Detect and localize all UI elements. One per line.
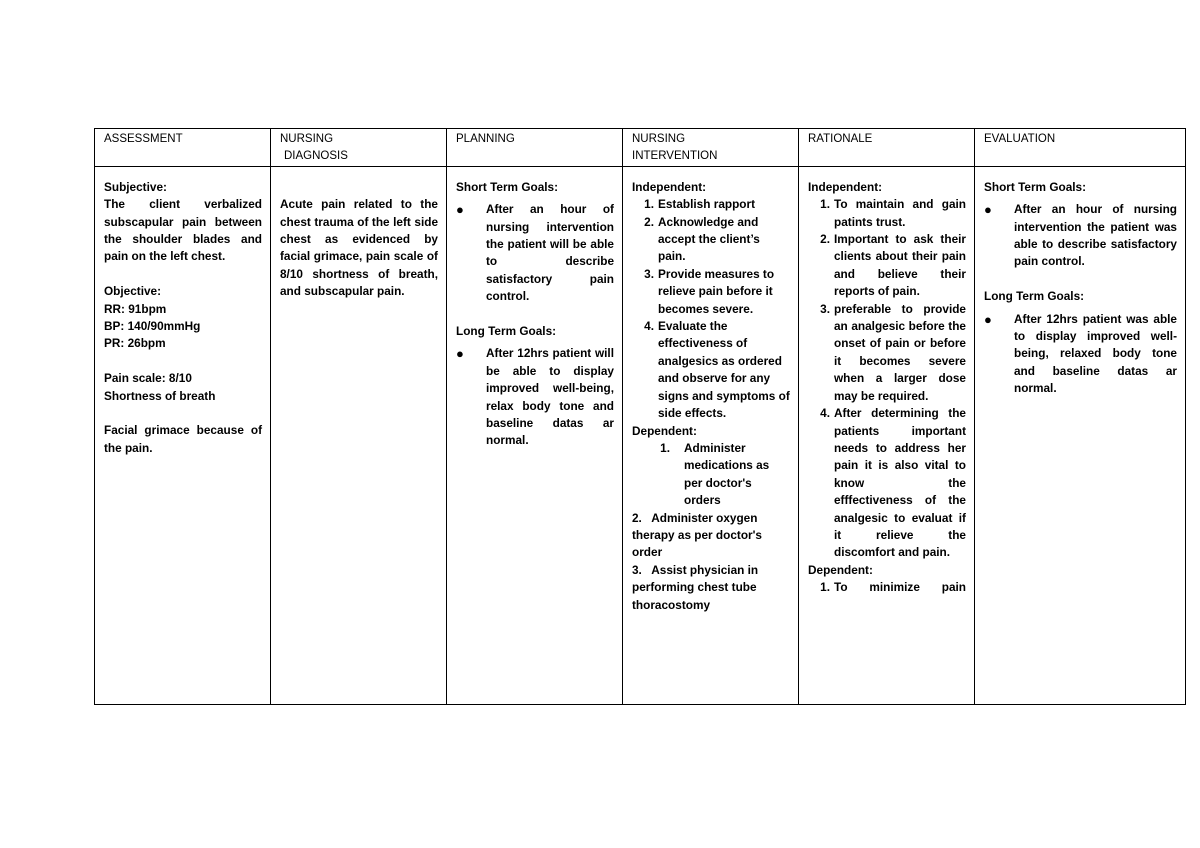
header-nursing-intervention xyxy=(623,129,799,167)
item-number: 4. xyxy=(644,319,654,334)
diagnosis-cell xyxy=(271,166,447,704)
bullet-icon: ● xyxy=(456,202,464,218)
evaluation-long-label: Long Term Goals: xyxy=(984,289,1085,304)
item-text: To minimize pain xyxy=(834,580,966,595)
header-diagnosis-line1: NURSING xyxy=(280,133,334,145)
evaluation-cell xyxy=(975,166,1186,704)
rationale-independent-list xyxy=(808,196,966,562)
bullet-icon: ● xyxy=(456,346,464,362)
intervention-dependent-list xyxy=(632,440,790,510)
assessment-cell xyxy=(95,166,271,704)
facial-grimace: Facial grimace because of the pain. xyxy=(104,423,262,455)
item-text: preferable to provide an analgesic before the onset of pain or before it becomes severe when a larger dose may be required. xyxy=(834,301,966,403)
evaluation-short-list xyxy=(984,201,1177,271)
item-number: 1. xyxy=(660,440,670,455)
item-text: To maintain and gain patints trust. xyxy=(834,197,966,229)
evaluation-short-text: After an hour of nursing intervention the patient was able to describe satisfactory pain control. xyxy=(1014,202,1177,269)
evaluation-long-text: After 12hrs patient was able to display improved well-being, relaxed body tone and baseline datas ar normal. xyxy=(1014,311,1177,396)
item-number: 2. xyxy=(644,214,654,229)
header-rationale: RATIONALE xyxy=(799,129,975,167)
intervention-dependent-label: Dependent: xyxy=(632,423,697,438)
item-number: 1. xyxy=(644,197,654,212)
vital-rr: RR: 91bpm xyxy=(104,301,167,316)
list-item xyxy=(808,196,966,231)
rationale-independent-label: Independent: xyxy=(808,179,883,194)
rationale-dependent-label: Dependent: xyxy=(808,562,873,577)
pain-scale: Pain scale: 8/10 xyxy=(104,371,192,386)
item-text: Establish rapport xyxy=(658,197,756,212)
intervention-cell xyxy=(623,166,799,704)
item-number: 3. xyxy=(644,266,654,281)
planning-long-label: Long Term Goals: xyxy=(456,324,557,339)
item-number: 4. xyxy=(820,406,830,421)
item-number: 1. xyxy=(820,197,830,212)
intervention-dependent-3: 3. Assist physician in performing chest tube thoracostomy xyxy=(632,562,762,612)
vital-pr: PR: 26bpm xyxy=(104,336,166,351)
nursing-care-plan-table xyxy=(94,128,1186,705)
item-number: 2. xyxy=(820,232,830,247)
header-row xyxy=(95,129,1186,167)
diagnosis-text: Acute pain related to the chest trauma of the left side chest as evidenced by facial grimace, pain scale of 8/10 shortness of breath, and subscapular pain. xyxy=(280,197,438,299)
item-text: Administer medications as per doctor's orders xyxy=(684,440,770,508)
header-planning: PLANNING xyxy=(447,129,623,167)
subjective-text: The client verbalized subscapular pain between the shoulder blades and pain on the left chest. xyxy=(104,197,262,264)
item-text: Acknowledge and accept the client’s pain. xyxy=(658,214,760,264)
item-text: Provide measures to relieve pain before it becomes severe. xyxy=(658,266,775,316)
list-item xyxy=(808,579,966,596)
item-text: Evaluate the effectiveness of analgesics as ordered and observe for any signs and symptoms of side effects. xyxy=(658,319,790,421)
vital-bp: BP: 140/90mmHg xyxy=(104,319,201,334)
item-number: 3. xyxy=(820,301,830,316)
evaluation-short-label: Short Term Goals: xyxy=(984,179,1087,194)
header-evaluation: EVALUATION xyxy=(975,129,1186,167)
subjective-label: Subjective: xyxy=(104,179,167,194)
list-item xyxy=(984,201,1177,271)
rationale-dependent-list xyxy=(808,579,966,596)
intervention-independent-list xyxy=(632,196,790,422)
planning-cell xyxy=(447,166,623,704)
item-text: After determining the patients important needs to address her pain it is also vital to know the efffectiveness of the analgesic to evaluat if it relieve the discomfort and pain. xyxy=(834,406,966,560)
planning-short-goal: After an hour of nursing intervention the patient will be able to describe satisfactory pain control. xyxy=(486,202,614,304)
planning-short-label: Short Term Goals: xyxy=(456,179,559,194)
item-number: 1. xyxy=(820,580,830,595)
header-assessment: ASSESSMENT xyxy=(95,129,271,167)
list-item xyxy=(632,440,790,510)
list-item xyxy=(984,311,1177,398)
intervention-independent-label: Independent: xyxy=(632,179,707,194)
shortness-of-breath: Shortness of breath xyxy=(104,388,216,403)
list-item xyxy=(808,405,966,562)
header-diagnosis-line2: DIAGNOSIS xyxy=(284,150,348,163)
list-item xyxy=(632,318,790,422)
list-item xyxy=(808,231,966,301)
intervention-dependent-2: 2. Administer oxygen therapy as per doctor's order xyxy=(632,510,766,560)
list-item xyxy=(808,301,966,405)
list-item xyxy=(632,196,790,213)
rationale-cell xyxy=(799,166,975,704)
header-intervention-line1: NURSING xyxy=(632,133,686,145)
list-item xyxy=(632,266,790,318)
planning-short-list xyxy=(456,201,614,305)
evaluation-long-list xyxy=(984,311,1177,398)
planning-long-goal: After 12hrs patient will be able to display improved well-being, relax body tone and baseline datas ar normal. xyxy=(486,346,614,448)
list-item xyxy=(456,201,614,305)
objective-label: Objective: xyxy=(104,284,162,299)
list-item xyxy=(632,214,790,266)
list-item xyxy=(456,345,614,449)
item-text: Important to ask their clients about their pain and believe their reports of pain. xyxy=(834,232,966,299)
header-intervention-line2: INTERVENTION xyxy=(632,150,718,163)
bullet-icon: ● xyxy=(984,311,992,327)
planning-long-list xyxy=(456,345,614,449)
content-row xyxy=(95,166,1186,704)
bullet-icon: ● xyxy=(984,202,992,218)
header-nursing-diagnosis xyxy=(271,129,447,167)
